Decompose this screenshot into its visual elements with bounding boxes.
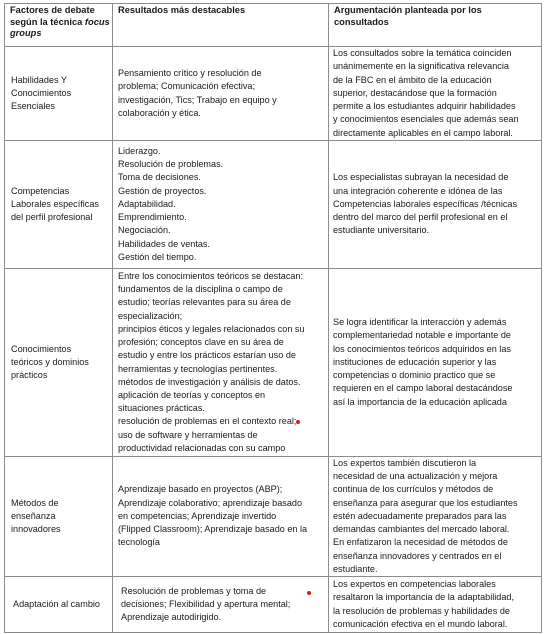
cell-line: colaboración y ética. [118, 107, 201, 118]
cell-line: productividad relacionadas con su campo [118, 442, 286, 453]
comparison-table [4, 3, 542, 633]
cell-line: enseñanza para asegurar que los estudiantes [333, 497, 518, 508]
cell-line: Aprendizaje colaborativo; aprendizaje basado [118, 497, 303, 508]
cell-line: competencias o dominio practico que se [333, 370, 496, 381]
header-results: Resultados más destacables [113, 4, 329, 47]
cell-line: requieren en el campo laboral destacándose [333, 383, 513, 394]
cell-line: Los especialistas subrayan la necesidad de [333, 172, 509, 183]
cell-line: métodos de investigación y análisis de datos. [118, 376, 301, 387]
cell-line: y conocimientos esenciales que además sean [333, 114, 519, 125]
header-factors-em1: focus [84, 16, 110, 27]
argument-cell [329, 141, 542, 269]
factor-cell [5, 141, 113, 269]
cell-line: Los consultados sobre la temática coinciden [333, 48, 512, 59]
cell-line: Toma de decisiones. [118, 172, 201, 183]
cell-line: Se logra identificar la interacción y además [333, 317, 507, 328]
header-factors-em2: groups [10, 28, 42, 38]
header-row [5, 4, 542, 47]
cell-line: principios éticos y legales relacionados con su [118, 323, 305, 334]
cell-line: Adaptabilidad. [118, 198, 176, 209]
cell-line: En enfatizaron la necesidad de métodos de [333, 537, 508, 548]
cell-line: necesidad de una actualización y mejora [333, 471, 498, 482]
cell-line: Pensamiento crítico y resolución de [118, 68, 262, 79]
cell-line: Negociación. [118, 225, 171, 236]
table-row [5, 269, 542, 457]
cell-line: estudiante universitario. [333, 225, 430, 236]
factor-cell [5, 577, 113, 633]
factor-cell [5, 457, 113, 577]
header-factors-line1: Factores de debate [10, 5, 95, 15]
cell-line: Adaptación al cambio [13, 598, 100, 609]
cell-line: estudio; teorías relevantes para su área de [118, 297, 291, 308]
cell-line: Resolución de problemas y toma de [121, 585, 267, 596]
cell-line: Conocimientos [11, 87, 72, 98]
cell-line: Resolución de problemas. [118, 159, 224, 170]
table-row [5, 47, 542, 141]
cell-line: enseñanza [11, 510, 56, 521]
cell-line: Esenciales [11, 101, 55, 112]
cell-line: innovadores [11, 524, 61, 535]
cell-line: de la FBC en el ámbito de la educación [333, 74, 492, 85]
cell-line: superior, destacándose que la formación [333, 87, 497, 98]
cell-line: Laborales específicas [11, 198, 99, 209]
red-mark-icon [296, 420, 300, 424]
cell-line: enseñanza innovadores y centrados en el [333, 550, 502, 561]
cell-line: los conocimientos teóricos adquiridos en las [333, 343, 511, 354]
cell-line: así la importancia de la educación aplicada [333, 396, 507, 407]
cell-line: herramientas y tecnologías pertinentes. [118, 363, 278, 374]
results-cell [113, 269, 329, 457]
cell-line: permite a los estudiantes adquirir habilidades [333, 101, 516, 112]
cell-line: problema; Comunicación efectiva; [118, 81, 255, 92]
cell-line: decisiones; Flexibilidad y apertura mental; [121, 598, 291, 609]
cell-line: profesión; conceptos clave en su área de [118, 337, 284, 348]
cell-line: comunicación efectiva en el mundo laboral. [333, 618, 508, 629]
results-cell [113, 47, 329, 141]
cell-line: continua de los currículos y métodos de [333, 484, 494, 495]
cell-line: directamente aplicables en el campo laboral. [333, 127, 513, 138]
table-row [5, 577, 542, 633]
cell-line: Liderazgo. [118, 146, 161, 157]
argument-cell [329, 269, 542, 457]
results-cell [113, 141, 329, 269]
cell-line: Emprendimiento. [118, 212, 187, 223]
table-row [5, 141, 542, 269]
cell-line: (Flipped Classroom); Aprendizaje basado en la [118, 524, 308, 535]
cell-line: Entre los conocimientos teóricos se destacan: [118, 271, 304, 282]
cell-line: en competencias; Aprendizaje invertido [118, 510, 277, 521]
cell-line: estén adecuadamente preparados para las [333, 510, 507, 521]
cell-line: Gestión del tiempo. [118, 251, 197, 262]
argument-cell [329, 577, 542, 633]
cell-line: prácticos [11, 370, 48, 381]
results-cell [113, 577, 329, 633]
cell-line: Habilidades de ventas. [118, 238, 211, 249]
argument-cell [329, 457, 542, 577]
cell-line: tecnología [118, 537, 160, 548]
cell-line: investigación, Tics; Trabajo en equipo y [118, 94, 277, 105]
table-body [5, 47, 542, 633]
cell-line: demandas cambiantes del mercado laboral. [333, 524, 510, 535]
cell-line: aplicación de teorías y conceptos en [118, 389, 266, 400]
cell-line: Aprendizaje basado en proyectos (ABP); [118, 484, 283, 495]
cell-line: complementariedad notable e importante de [333, 330, 511, 341]
cell-line: fundamentos de la disciplina o campo de [118, 284, 283, 295]
cell-line: Conocimientos [11, 343, 72, 354]
cell-line: resaltaron la importancia de la adaptabilidad, [333, 592, 514, 603]
cell-line: unánimemente en la significativa relevancia [333, 61, 509, 72]
cell-line: Aprendizaje autodirigido. [121, 612, 222, 623]
cell-line: resolución de problemas en el contexto real; [118, 416, 297, 427]
table-row [5, 457, 542, 577]
cell-line: estudiante. [333, 563, 378, 574]
cell-line: una integración coherente e idónea de las [333, 185, 503, 196]
cell-line: del perfil profesional [11, 212, 93, 223]
cell-line: uso de software y herramientas de [118, 429, 258, 440]
cell-line: Métodos de [11, 497, 59, 508]
cell-line: Habilidades Y [11, 74, 67, 85]
results-cell [113, 457, 329, 577]
cell-line: estudio y entre los prácticos estarían uso de [118, 350, 296, 361]
cell-line: Los expertos en competencias laborales [333, 579, 496, 590]
cell-line: Competencias [11, 185, 70, 196]
cell-line: Competencias laborales específicas /técnicas [333, 198, 517, 209]
cell-line: instituciones de educación superior y las [333, 356, 497, 367]
cell-line: teóricos y dominios [11, 356, 89, 367]
cell-line: especialización; [118, 310, 183, 321]
cell-line: la resolución de problemas y habilidades de [333, 605, 510, 616]
cell-line: Los expertos también discutieron la [333, 458, 477, 469]
header-factors-line2: según la técnica [10, 16, 85, 27]
argument-cell [329, 47, 542, 141]
factor-cell [5, 47, 113, 141]
factor-cell [5, 269, 113, 457]
cell-line: situaciones prácticas. [118, 403, 205, 414]
cell-line: dentro del marco del perfil profesional en el [333, 212, 508, 223]
header-factors [5, 4, 113, 47]
red-mark-icon [307, 591, 311, 595]
header-argument: Argumentación planteada por los consultados [329, 4, 542, 47]
cell-line: Gestión de proyectos. [118, 185, 207, 196]
